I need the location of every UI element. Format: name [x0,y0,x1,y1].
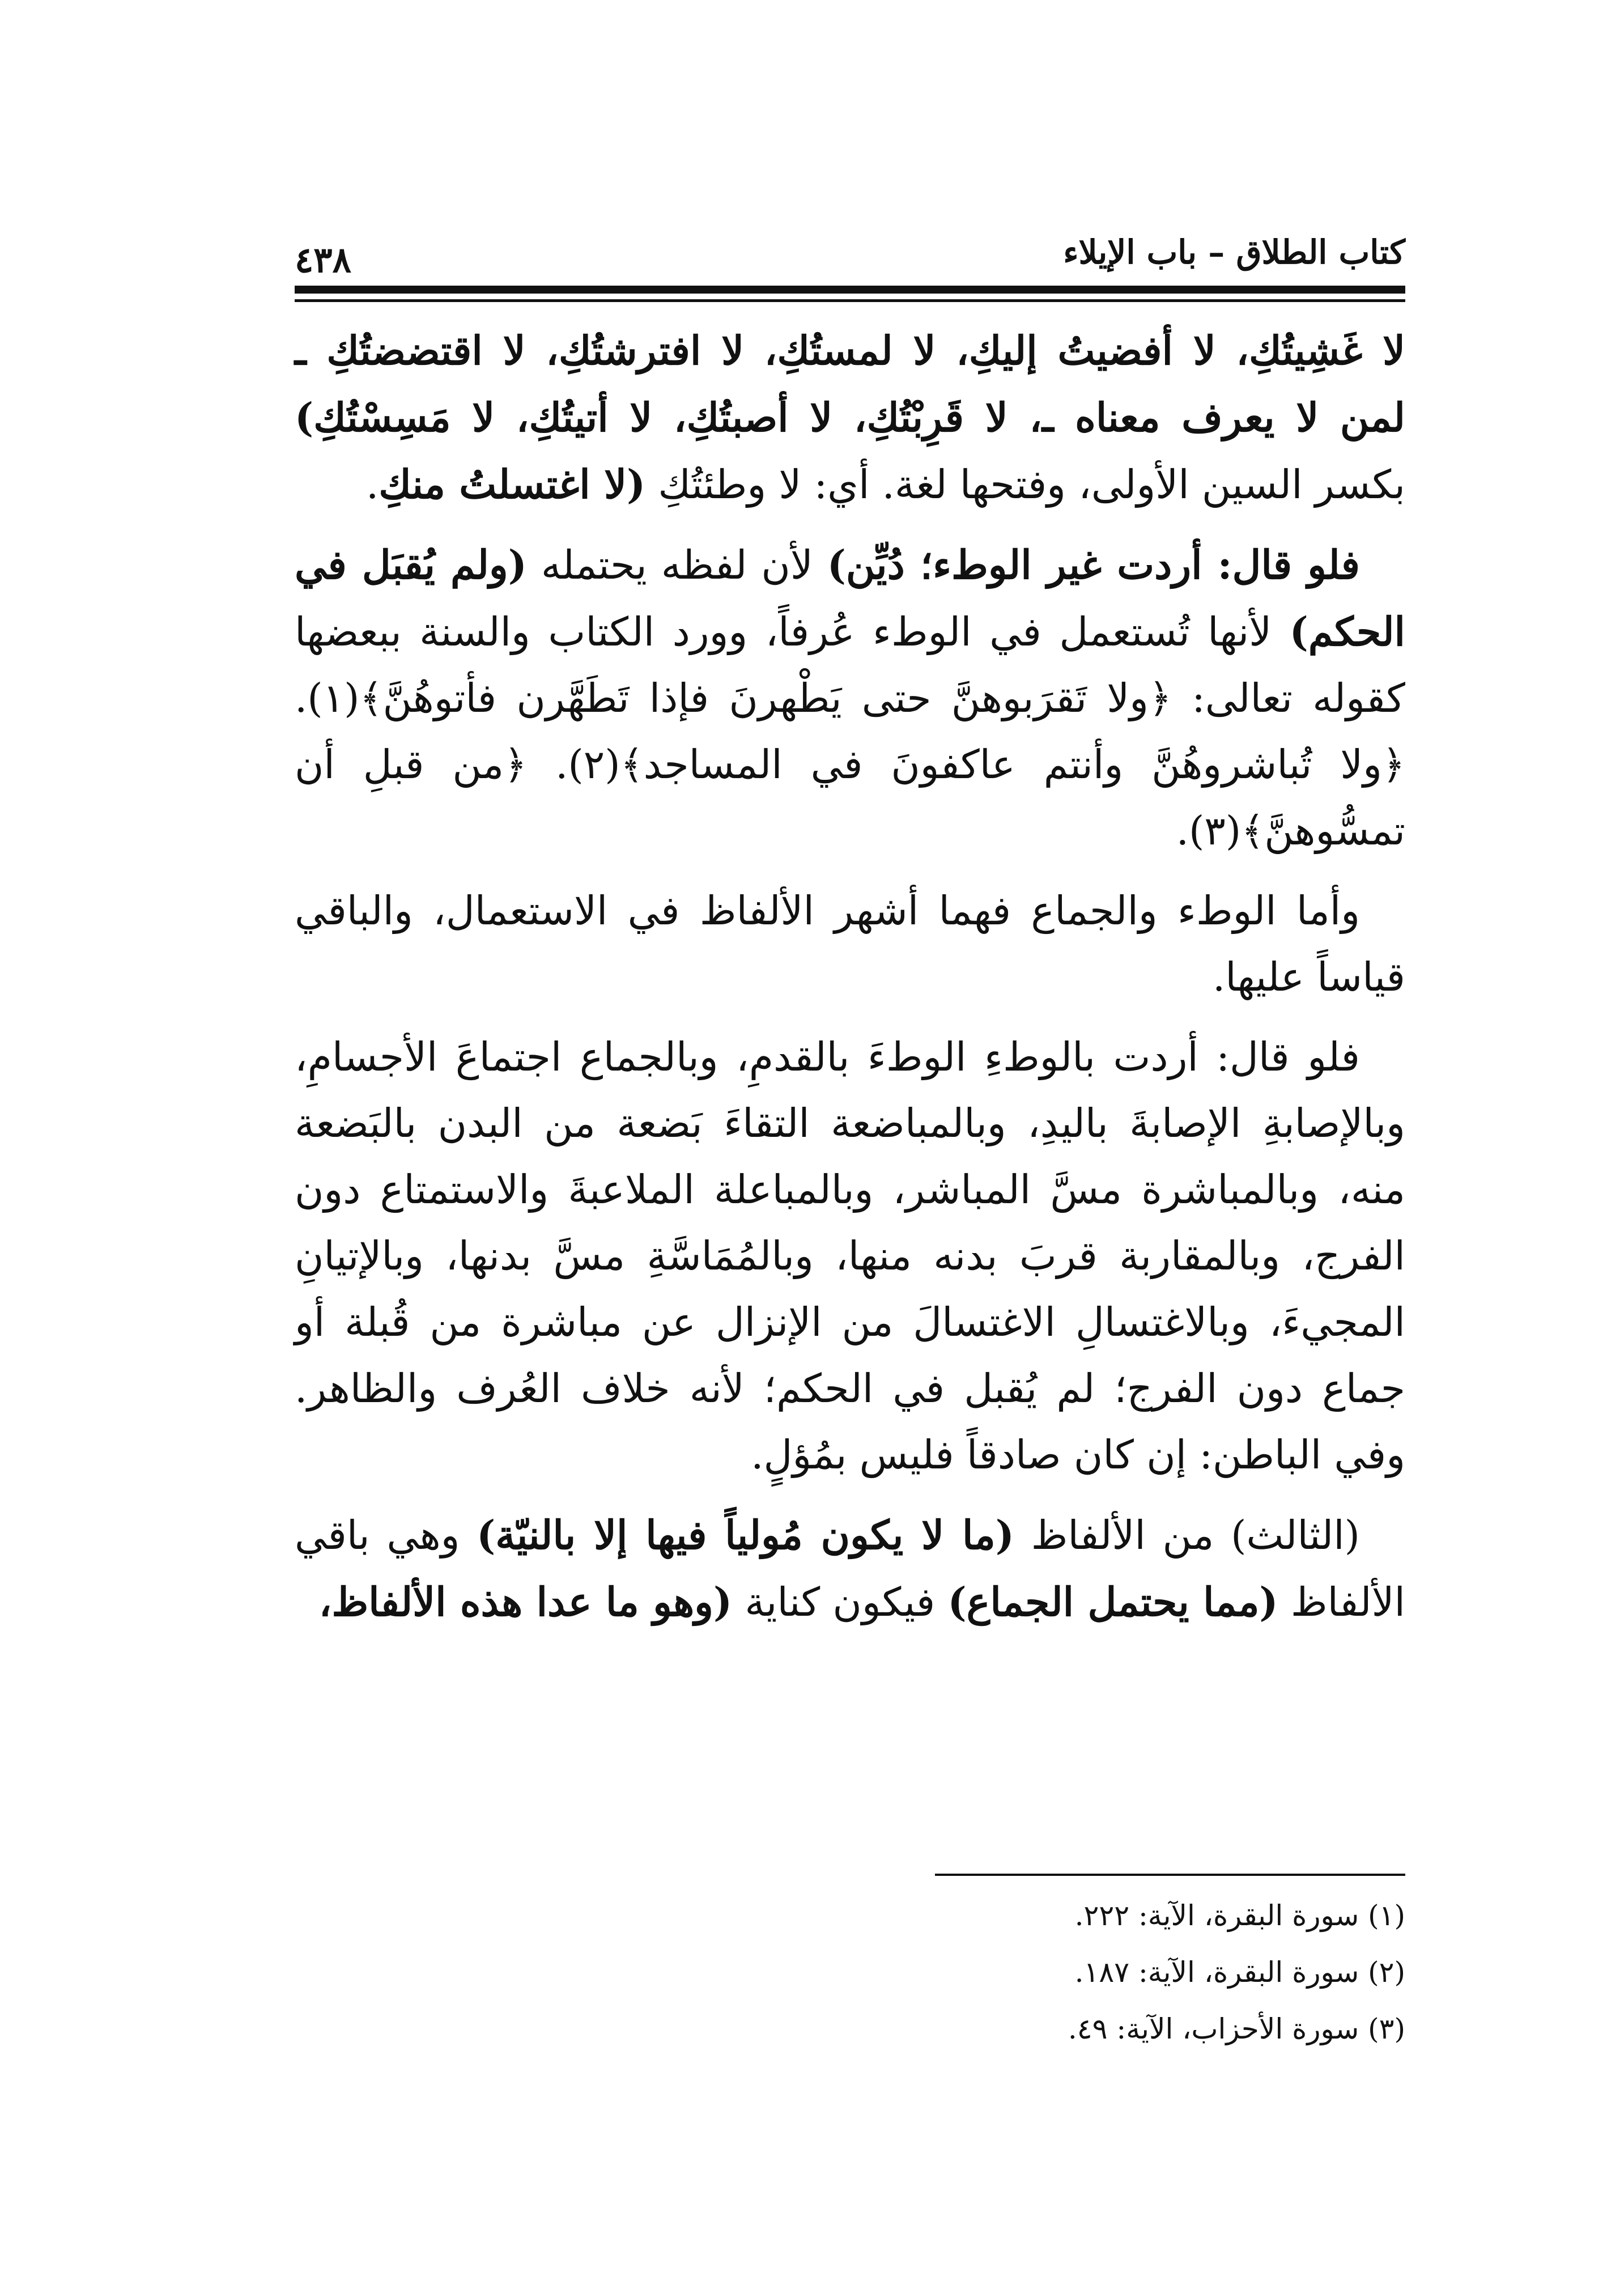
footnote-separator [935,1874,1405,1876]
bold-text-segment: (وهو ما عدا هذه الألفاظ، [318,1578,733,1625]
bold-text-segment: لا غَشِيتُكِ، لا أفضيتُ إليكِ، لا لمستُكِ، لا افترشتُكِ، لا اقتضضتُكِ ـ لمن لا يعرف معناه ـ، لا قَرِبْتُكِ، لا أصبتُكِ، لا أتيتُكِ، لا مَسِسْتُكِ) [295,327,1405,441]
text-segment: لأن لفظه يحتمله [526,542,827,588]
footnote-1: (١) سورة البقرة، الآية: ٢٢٢. [1074,1899,1405,1932]
text-segment: بكسر السين الأولى، وفتحها لغة. أي: لا وطئتُكِ [645,461,1405,508]
footnote-3: (٣) سورة الأحزاب، الآية: ٤٩. [1068,2012,1405,2045]
main-text [295,317,1405,1649]
paragraph [295,1024,1405,1488]
text-segment: فيكون كناية [732,1579,948,1625]
header-rule-thin [295,299,1405,302]
paragraph [295,317,1405,518]
bold-text-segment: (ما لا يكون مُولياً فيها إلا بالنيّة) [477,1511,1014,1559]
text-segment: وهي باقي الألفاظ [295,1512,1405,1625]
footnotes [793,1887,1405,2057]
running-title: كتاب الطلاق – باب الإيلاء [1063,233,1405,271]
footnote-2: (٢) سورة البقرة، الآية: ١٨٧. [1074,1956,1405,1989]
bold-text-segment: (ولم يُقبَل في الحكم) [295,541,1405,655]
paragraph [295,1502,1405,1636]
text-segment: لأنها تُستعمل في الوطء عُرفاً، وورد الكتاب والسنة ببعضها كقوله تعالى: ﴿ولا تَقرَبوهنَّ حتى يَطْهرنَ فإذا تَطَهَّرن فأتوهُنَّ﴾(١). ﴿ولا تُباشروهُنَّ وأنتم عاكفونَ في المساجد﴾(٢). ﴿من قبلِ أن تمسُّوهنَّ﴾(٣). [295,609,1406,854]
page-header [295,227,1405,281]
bold-text-segment: (لا اغتسلتُ منكِ [379,461,646,508]
paragraph [295,532,1405,864]
paragraph [295,878,1405,1010]
bold-text-segment: (مما يحتمل الجماع) [947,1578,1278,1625]
text-segment: فلو قال: أردت بالوطءِ الوطءَ بالقدمِ، وبالجماع اجتماعَ الأجسامِ، وبالإصابةِ الإصابةَ باليدِ، وبالمباضعة التقاءَ بَضعة من البدن بالبَضعة منه، وبالمباشرة مسَّ المباشر، وبالمباعلة الملاعبةَ والاستمتاع دون الفرج، وبالمقاربة قربَ بدنه منها، وبالمُمَاسَّةِ مسَّ بدنها، وبالإتيانِ المجيءَ، وبالاغتسالِ الاغتسالَ من الإنزال عن مباشرة من قُبلة أو جماع دون الفرج؛ لم يُقبل في الحكم؛ لأنه خلاف العُرف والظاهر. وفي الباطن: إن كان صادقاً فليس بمُؤلٍ. [295,1034,1405,1478]
text-segment: من الألفاظ [1014,1512,1231,1559]
text-segment: وأما الوطء والجماع فهما أشهر الألفاظ في الاستعمال، والباقي قياساً عليها. [295,888,1405,1000]
header-rule-thick [295,286,1405,294]
bold-text-segment: فلو قال: أردت غير الوطء؛ دُيِّن) [827,541,1361,588]
text-segment: . [365,461,379,508]
text-segment: (الثالث) [1231,1512,1360,1559]
page-number: ٤٣٨ [295,239,351,281]
